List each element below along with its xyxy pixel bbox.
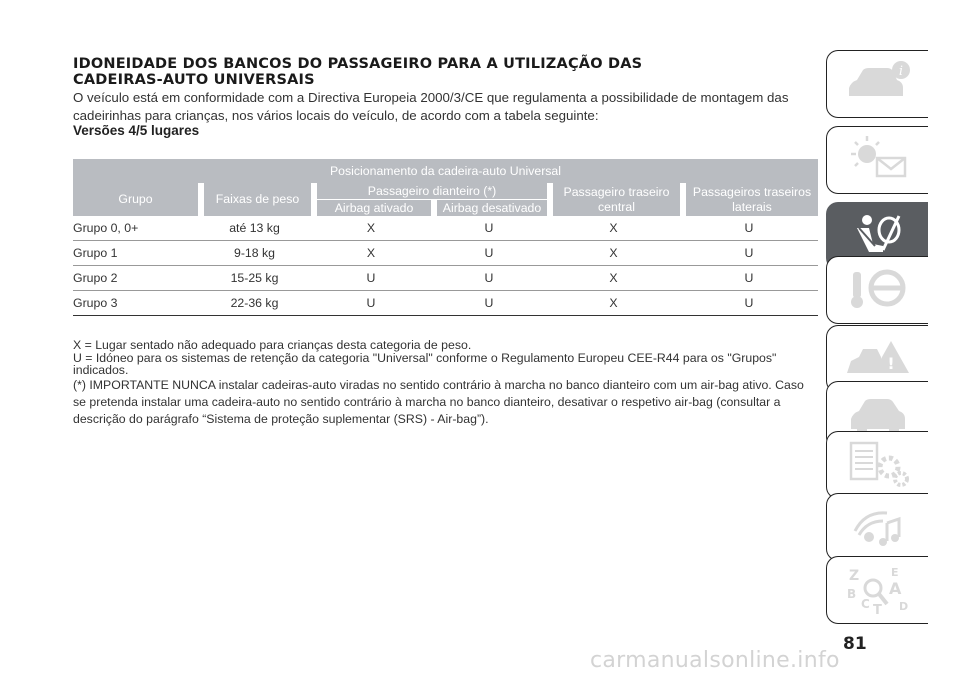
cell-rear-side: U [680,266,818,291]
cell-weight: 22-36 kg [198,291,311,316]
cell-rear-center: X [547,216,680,241]
page-number: 81 [843,634,867,654]
table-header-positioning: Posicionamento da cadeira-auto Universal [73,159,818,183]
section-title [73,56,773,88]
tab-starting[interactable] [826,256,928,324]
note-u: U = Idóneo para os sistemas de retenção da categoria "Universal" conforme o Regulamento Europeu CEE-R44 para os "Grupos" indicados. [73,350,777,377]
tab-index[interactable] [826,556,928,624]
intro-paragraph: O veículo está em conformidade com a Directiva Europeia 2000/3/CE que regulamenta a possibilidade de montagem das cadeirinhas para crianças, nos vários locais do veículo, de acordo com a tabela seguinte: [73,90,789,123]
cell-weight: 9-18 kg [198,241,311,266]
multimedia-music-icon [843,501,913,553]
index-letter-a: A [888,579,901,598]
index-letters-icon [843,564,913,616]
cell-airbag-on: X [311,241,431,266]
key-steering-wheel-icon [843,264,913,316]
cell-airbag-on: U [311,291,431,316]
col-header-airbag-on: Airbag ativado [311,199,431,216]
cell-rear-center: X [547,241,680,266]
index-letter-b: B [846,587,856,601]
cell-rear-center: X [547,266,680,291]
index-letter-z: Z [848,568,859,584]
cell-group: Grupo 1 [73,241,198,266]
car-emergency-warning-icon [843,333,913,385]
cell-airbag-off: U [431,266,547,291]
table-notes [73,339,818,428]
tab-technical-data[interactable] [826,431,928,499]
index-letter-d: D [898,600,908,613]
table-row [73,291,818,316]
col-header-rear-side: Passageiros traseiros laterais [680,183,818,216]
technical-data-gears-icon [843,439,913,491]
cell-rear-side: U [680,216,818,241]
note-important: (*) IMPORTANTE NUNCA instalar cadeiras-auto viradas no sentido contrário à marcha no banco dianteiro com um air-bag ativo. Caso se pretenda instalar uma cadeira-auto no sentido contrário à marcha no banco dianteiro, desativar o respetivo air-bag (consultar a descrição do parágrafo “Sistema de proteção suplementar (SRS) - Air-bag”). [73,377,804,426]
index-letter-e: E [890,566,899,579]
title-line-2: CADEIRAS-AUTO UNIVERSAIS [73,72,315,88]
cell-rear-side: U [680,241,818,266]
svg-text:i: i [898,64,903,79]
index-letter-c: C [860,597,870,611]
tab-warning-lights[interactable] [826,126,928,194]
table-row [73,241,818,266]
warning-lights-mail-icon [843,134,913,186]
cell-airbag-off: U [431,241,547,266]
cell-rear-side: U [680,291,818,316]
tab-multimedia[interactable] [826,493,928,561]
cell-weight: 15-25 kg [198,266,311,291]
versions-subtitle: Versões 4/5 lugares [73,123,200,138]
col-header-airbag-off: Airbag desativado [431,199,547,216]
table-row [73,216,818,241]
cell-airbag-on: X [311,216,431,241]
title-line-1: IDONEIDADE DOS BANCOS DO PASSAGEIRO PARA A UTILIZAÇÃO DAS [73,56,643,72]
car-info-icon [843,58,913,110]
child-seat-table [73,159,818,316]
note-x: X = Lugar sentado não adequado para crianças desta categoria de peso. [73,338,472,352]
cell-group: Grupo 2 [73,266,198,291]
watermark: carmanualsonline.info [590,648,840,673]
col-header-group: Grupo [73,183,198,216]
cell-airbag-off: U [431,216,547,241]
col-header-weight: Faixas de peso [198,183,311,216]
cell-airbag-on: U [311,266,431,291]
cell-group: Grupo 0, 0+ [73,216,198,241]
table-row [73,266,818,291]
col-header-front-passenger: Passageiro dianteiro (*) [311,183,547,199]
cell-group: Grupo 3 [73,291,198,316]
svg-text:!: ! [886,354,895,373]
seat-safety-airbag-icon [843,210,913,262]
tab-car-info[interactable] [826,50,928,118]
col-header-rear-center: Passageiro traseiro central [547,183,680,216]
cell-weight: até 13 kg [198,216,311,241]
cell-airbag-off: U [431,291,547,316]
index-letter-t: T [872,603,882,616]
cell-rear-center: X [547,291,680,316]
